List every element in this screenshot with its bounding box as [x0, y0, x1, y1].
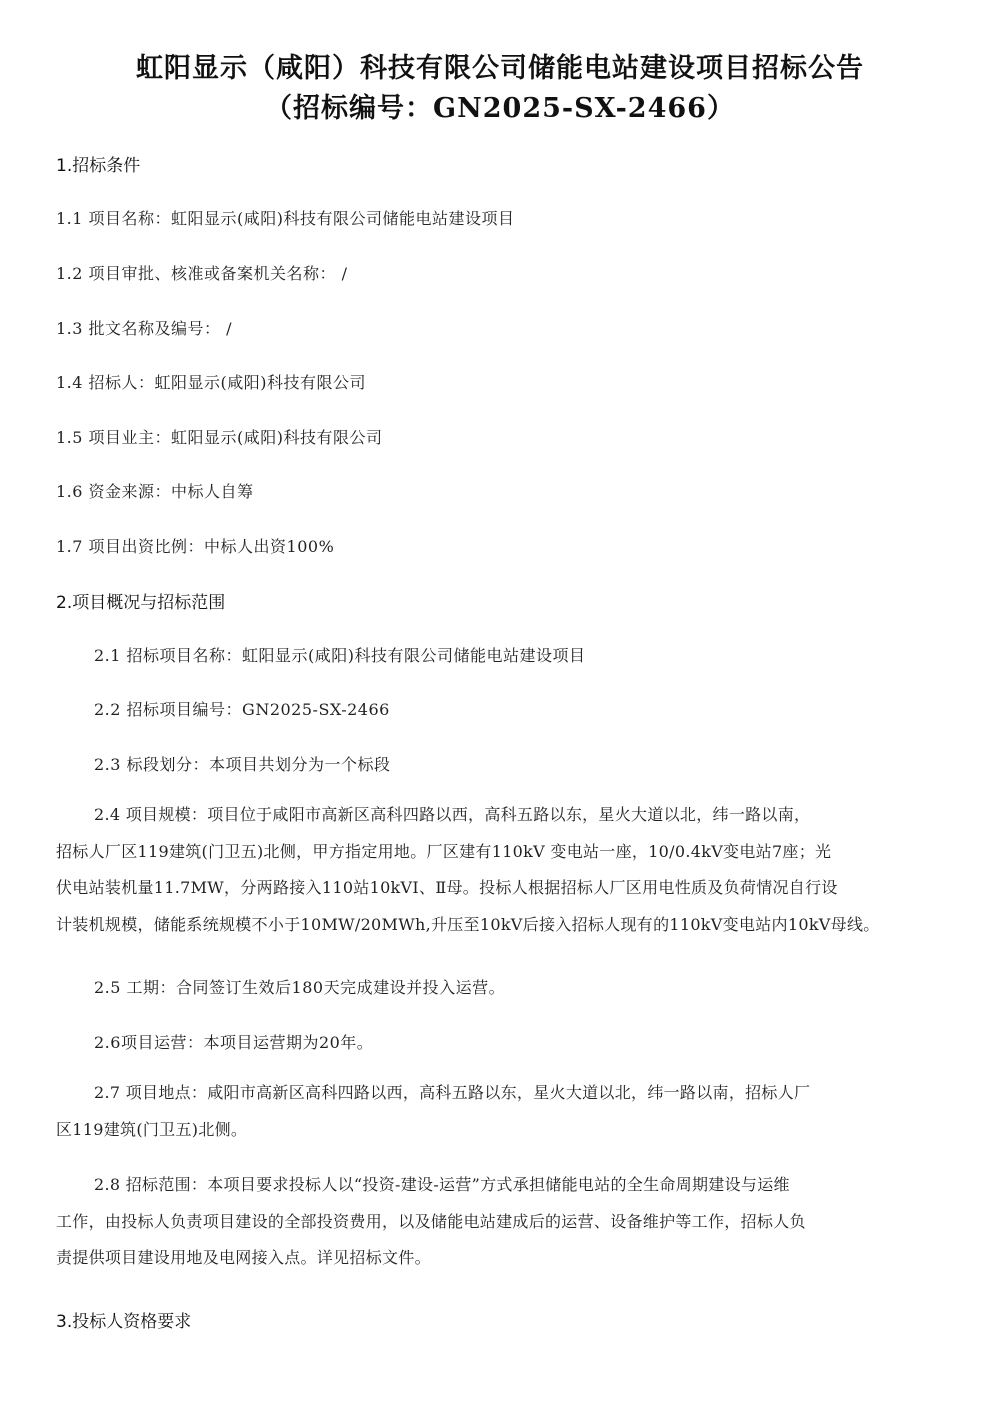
item-2-4 [56, 797, 944, 943]
item-2-6: 2.6项目运营：本项目运营期为20年。 [94, 1033, 374, 1052]
tender-number-title: （招标编号：GN2025-SX-2466） [265, 93, 735, 124]
item-2-4-line: 伏电站装机量11.7MW，分两路接入110站10kVI、Ⅱ母。投标人根据招标人厂区用电性质及负荷情况自行设 [56, 878, 838, 897]
item-2-1: 2.1 招标项目名称：虹阳显示(咸阳)科技有限公司储能电站建设项目 [94, 646, 586, 665]
item-2-7 [56, 1075, 944, 1148]
item-2-4-line: 2.4 项目规模：项目位于咸阳市高新区高科四路以西，高科五路以东，星火大道以北，纬一路以南， [94, 805, 811, 824]
item-2-4-line: 招标人厂区119建筑(门卫五)北侧，甲方指定用地。厂区建有110kV 变电站一座，10/0.4kV变电站7座；光 [56, 841, 832, 861]
item-1-1: 1.1 项目名称：虹阳显示(咸阳)科技有限公司储能电站建设项目 [56, 209, 515, 228]
item-2-7-line: 区119建筑(门卫五)北侧。 [56, 1119, 248, 1139]
section-heading-3: 3.投标人资格要求 [56, 1312, 192, 1332]
item-2-8-line: 责提供项目建设用地及电网接入点。详见招标文件。 [56, 1248, 431, 1267]
item-1-7: 1.7 项目出资比例：中标人出资100% [56, 537, 335, 556]
item-1-6: 1.6 资金来源：中标人自筹 [56, 482, 254, 501]
item-2-3: 2.3 标段划分：本项目共划分为一个标段 [94, 755, 391, 774]
document-title: 虹阳显示（咸阳）科技有限公司储能电站建设项目招标公告 [136, 53, 864, 84]
item-2-4-line: 计装机规模，储能系统规模不小于10MW/20MWh,升压至10kV后接入招标人现有的110kV变电站内10kV母线。 [56, 914, 880, 934]
item-1-5: 1.5 项目业主：虹阳显示(咸阳)科技有限公司 [56, 428, 383, 447]
section-heading-2: 2.项目概况与招标范围 [56, 593, 226, 613]
item-2-5: 2.5 工期：合同签订生效后180天完成建设并投入运营。 [94, 978, 506, 997]
item-2-2: 2.2 招标项目编号：GN2025-SX-2466 [94, 700, 390, 719]
item-1-2: 1.2 项目审批、核准或备案机关名称： / [56, 264, 348, 283]
item-2-8-line: 工作，由投标人负责项目建设的全部投资费用，以及储能电站建成后的运营、设备维护等工作，招标人负 [56, 1211, 806, 1231]
item-2-8 [56, 1167, 944, 1277]
item-2-8-line: 2.8 招标范围：本项目要求投标人以“投资-建设-运营”方式承担储能电站的全生命周期建设与运维 [94, 1175, 790, 1194]
section-heading-1: 1.招标条件 [56, 156, 141, 176]
item-1-4: 1.4 招标人：虹阳显示(咸阳)科技有限公司 [56, 373, 367, 392]
item-2-7-line: 2.7 项目地点：咸阳市高新区高科四路以西，高科五路以东，星火大道以北，纬一路以南，招标人厂 [94, 1083, 811, 1102]
item-1-3: 1.3 批文名称及编号： / [56, 319, 233, 338]
